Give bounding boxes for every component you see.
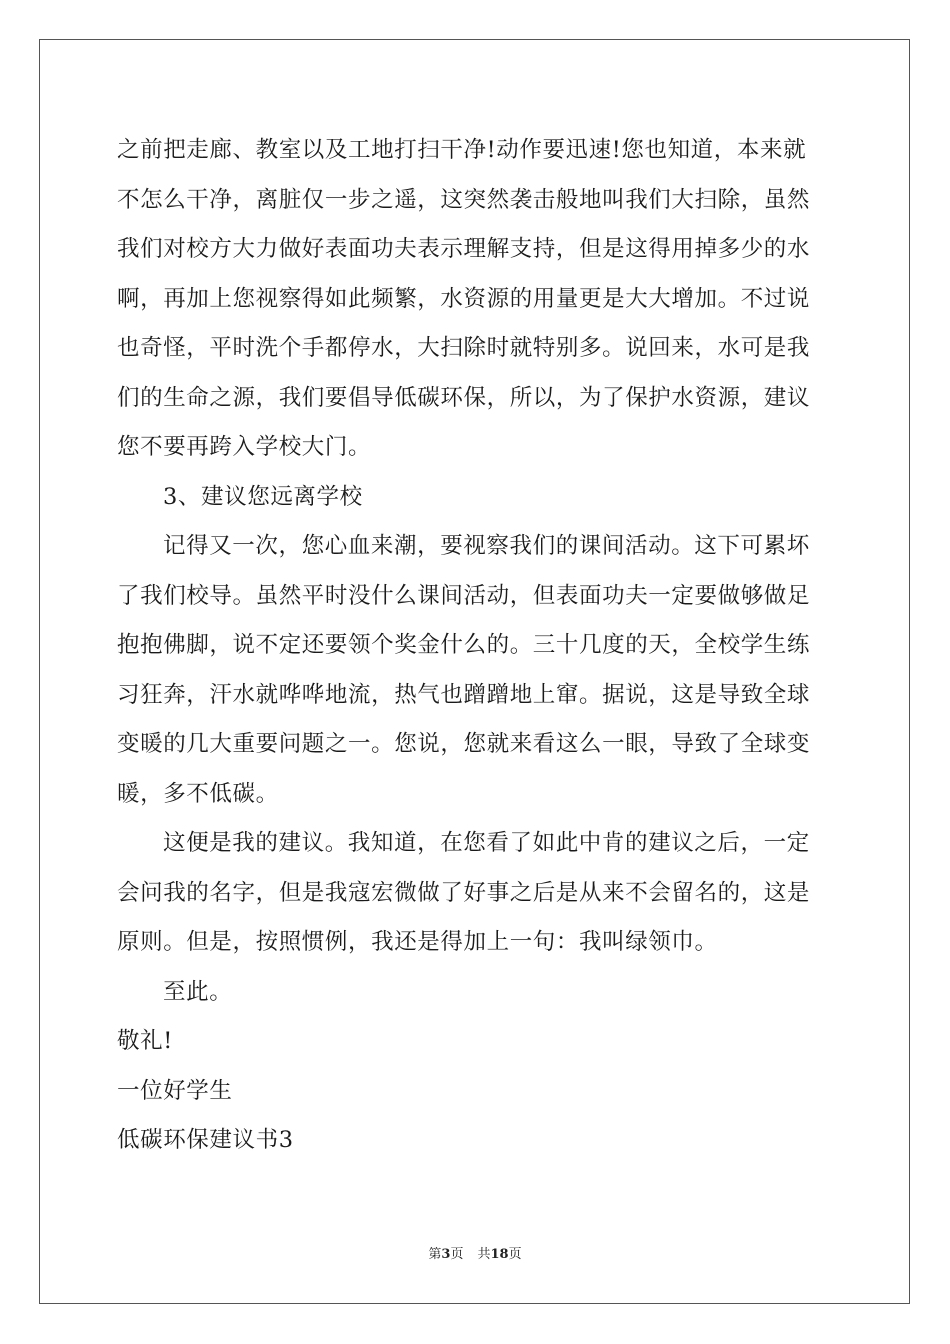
text-line: 们的生命之源，我们要倡导低碳环保，所以，为了保护水资源，建议	[117, 384, 811, 411]
paragraph	[117, 819, 835, 968]
paragraph	[117, 522, 835, 819]
document-body	[117, 126, 835, 1166]
text-line: 我们对校方大力做好表面功夫表示理解支持，但是这得用掉多少的水	[117, 236, 811, 262]
text-line: 也奇怪，平时洗个手都停水，大扫除时就特别多。说回来，水可是我	[117, 335, 811, 361]
section-title	[117, 1116, 835, 1166]
text-line: 至此。	[163, 978, 233, 1005]
page-suffix: 页	[450, 1247, 464, 1262]
text-line: 敬礼!	[117, 1028, 173, 1054]
text-line: 3、建议您远离学校	[163, 483, 363, 510]
paragraph	[117, 968, 835, 1018]
text-line: 一位好学生	[117, 1077, 233, 1104]
text-line: 啊，再加上您视察得如此频繁，水资源的用量更是大大增加。不过说	[117, 285, 811, 312]
page-number: 3	[441, 1247, 451, 1262]
paragraph	[117, 126, 835, 473]
text-line: 低碳环保建议书3	[117, 1127, 294, 1153]
text-line: 您不要再跨入学校大门。	[117, 434, 372, 460]
text-line: 暖，多不低碳。	[117, 780, 279, 807]
salutation	[117, 1017, 835, 1067]
page-prefix: 第	[428, 1247, 442, 1262]
text-line: 这便是我的建议。我知道，在您看了如此中肯的建议之后，一定	[163, 830, 810, 856]
text-line: 变暖的几大重要问题之一。您说，您就来看这么一眼，导致了全球变	[117, 731, 811, 757]
signature	[117, 1067, 835, 1117]
text-line: 会问我的名字，但是我寇宏微做了好事之后是从来不会留名的，这是	[117, 879, 811, 906]
text-line: 原则。但是，按照惯例，我还是得加上一句：我叫绿领巾。	[117, 929, 718, 955]
text-line: 不怎么干净，离脏仅一步之遥，这突然袭击般地叫我们大扫除，虽然	[117, 186, 811, 213]
text-line: 抱抱佛脚，说不定还要领个奖金什么的。三十几度的天，全校学生练	[117, 632, 811, 658]
text-line: 记得又一次，您心血来潮，要视察我们的课间活动。这下可累坏	[163, 533, 810, 559]
text-line: 之前把走廊、教室以及工地打扫干净!动作要迅速!您也知道，本来就	[117, 137, 807, 163]
total-pages: 18	[490, 1247, 509, 1262]
total-suffix: 页	[508, 1247, 522, 1262]
page-footer	[0, 1246, 950, 1264]
section-heading	[117, 473, 835, 523]
text-line: 习狂奔，汗水就哗哗地流，热气也蹭蹭地上窜。据说，这是导致全球	[117, 681, 811, 708]
text-line: 了我们校导。虽然平时没什么课间活动，但表面功夫一定要做够做足	[117, 582, 811, 609]
total-prefix: 共	[477, 1247, 491, 1262]
